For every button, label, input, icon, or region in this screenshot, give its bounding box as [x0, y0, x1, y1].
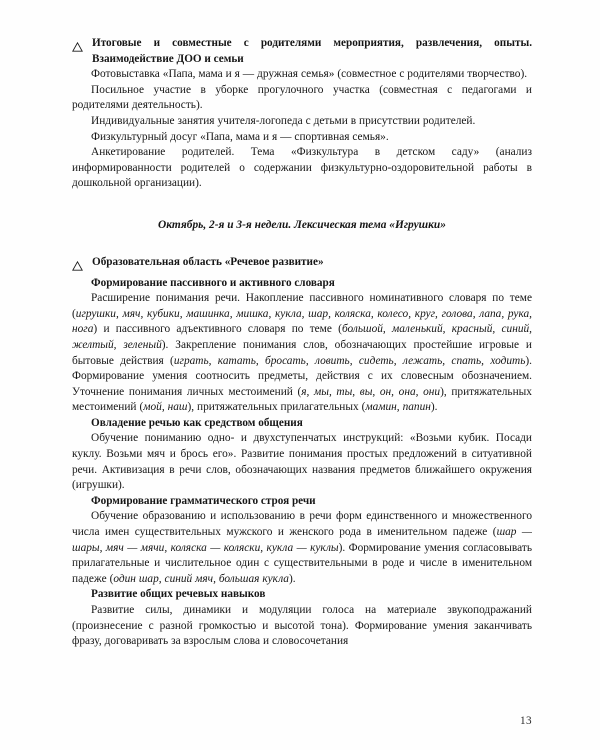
italic-word-list-agreement-examples: один шар, синий мяч, большая кукла [113, 572, 289, 585]
paragraph-photo-exhibition: Фотовыставка «Папа, мама и я — дружная семья» (совместное с родителями творчество). [91, 68, 528, 81]
paragraph-speech-therapist-sessions: Индивидуальные занятия учителя-логопеда с детьми в присутствии родителей. [91, 114, 476, 127]
lexical-theme-heading: Октябрь, 2-я и 3-я недели. Лексическая тема «Игрушки» [158, 218, 446, 231]
triangle-outline-bullet-icon [72, 36, 92, 67]
section-two-heading: Образовательная область «Речевое развитие» [92, 255, 324, 268]
subheading-general-speech-skills: Развитие общих речевых навыков [91, 588, 266, 601]
paragraph-general-speech-skills: Развитие силы, динамики и модуляции голоса на материале звукоподражаний (произнесение с разной громкостью и высотой тона). Формирование умения заканчивать фразу, договаривать за взрослым слова и словосочетания [72, 604, 532, 648]
italic-word-list-plural-forms: шар — шары, мяч — мячи, коляска — коляски, кукла — куклы [72, 526, 532, 554]
spacer-before-center-heading [72, 192, 532, 218]
subheading-grammar-formation: Формирование грамматического строя речи [91, 494, 316, 507]
section-one-heading-row [72, 36, 532, 67]
paragraph-vocabulary-development [72, 291, 532, 416]
paragraph-sports-leisure: Физкультурный досуг «Папа, мама и я — спортивная семья». [91, 130, 389, 143]
section-two-heading-row [72, 255, 532, 276]
paragraph-yard-cleanup: Посильное участие в уборке прогулочного участка (совместная с педагогами и родителями деятельность). [72, 83, 532, 112]
subheading-speech-as-communication: Овладение речью как средством общения [91, 416, 303, 429]
text-run: ), притяжательных прилагательных ( [187, 401, 366, 414]
italic-word-list-personal-pronouns: я, мы, ты, вы, он, она, они [301, 385, 441, 398]
italic-word-list-nouns: игрушки, мяч, кубики, машинка, мишка, кукла, шар, коляска, колесо, круг, голова, лапа, рука, нога [72, 307, 532, 336]
text-run: Расширение понимания речи. Накопление пассивного номинативного словаря по теме ( [72, 292, 532, 320]
triangle-outline-bullet-icon [72, 255, 92, 276]
text-run: ). Закрепление понимания слов, обозначающих простейшие игровые и бытовые действия ( [72, 338, 532, 367]
italic-word-list-verbs: играть, катать, бросать, ловить, сидеть, лежать, спать, ходить [173, 354, 526, 367]
text-run: ). [288, 572, 296, 585]
text-run: Обучение образованию и использованию в речи форм единственного и множественного числа имен существительных мужского и женского рода в именительном падеже ( [72, 510, 532, 539]
text-run: ). [430, 401, 438, 414]
subheading-vocabulary-formation: Формирование пассивного и активного словаря [91, 276, 335, 289]
text-run: ) и пассивного адъективного словаря по теме ( [93, 323, 342, 336]
page-content [72, 36, 532, 650]
text-run: ), притяжательных местоимений ( [72, 385, 532, 414]
section-one-heading: Итоговые и совместные с родителями мероприятия, развлечения, опыты. Взаимодействие ДОО и семьи [92, 37, 532, 65]
text-run: ). Формирование умения согласовывать прилагательные и числительное один с существительными в роде и числе в именительном падеже ( [72, 541, 532, 585]
paragraph-parent-survey: Анкетирование родителей. Тема «Физкультура в детском саду» (анализ информированности родителей о содержании физкультурно-оздоровительной работы в дошкольной организации). [72, 146, 532, 190]
italic-word-list-possessive-pronouns: мой, наш [143, 401, 188, 414]
page-number: 13 [520, 715, 532, 727]
paragraph-grammar-formation [72, 509, 532, 587]
text-run: ). Формирование умения соотносить предметы, действия с их словесным обозначением. Уточнение понимания личных местоимений ( [72, 354, 532, 398]
italic-word-list-adjectives: большой, маленький, красный, синий, желтый, зеленый [72, 323, 533, 351]
italic-word-list-possessive-adjectives: мамин, папин [365, 401, 431, 414]
paragraph-speech-as-communication: Обучение пониманию одно- и двухступенчатых инструкций: «Возьми кубик. Посади куклу. Возьми мяч и брось его». Развитие понимания простых предложений в ситуативной речи. Активизация в речи слов, обозначающих названия предметов ближайшего окружения (игрушки). [72, 432, 532, 492]
spacer-after-center-heading [72, 234, 532, 255]
